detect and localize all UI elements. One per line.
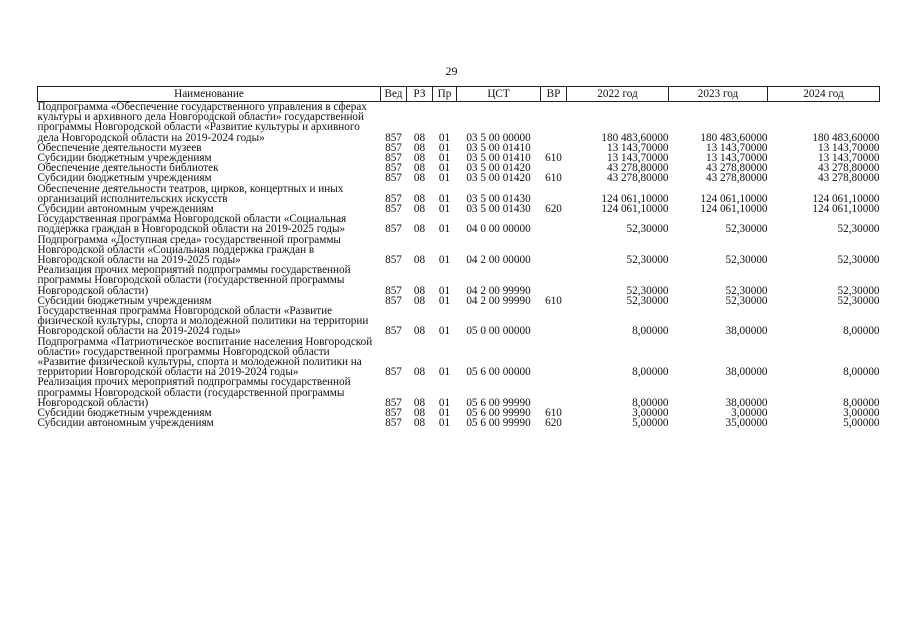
row-ved: 857 xyxy=(385,325,402,338)
table-row xyxy=(38,337,880,378)
row-2024: 13 143,70000 xyxy=(817,141,880,154)
row-name: Подпрограмма «Доступная среда» государственной программы Новгородской области «Социальная поддержка граждан в Новгородской области на 2019-2025 годы» xyxy=(37,233,341,267)
row-rz: 08 xyxy=(413,284,426,297)
row-2024: 124 061,10000 xyxy=(812,192,880,205)
row-ved: 857 xyxy=(385,284,402,297)
row-name: Подпрограмма «Патриотическое воспитание населения Новгородской области» государственной программы Новгородской области «Развитие физической культуры, спорта и молодежной политики на территории Новгородской области на 2019-2024 годы» xyxy=(37,335,373,379)
row-rz: 08 xyxy=(413,407,426,420)
row-ved: 857 xyxy=(385,254,402,267)
row-pr: 01 xyxy=(438,223,451,236)
row-2022: 13 143,70000 xyxy=(606,152,669,165)
row-pr: 01 xyxy=(438,417,451,430)
row-2023: 124 061,10000 xyxy=(700,203,768,216)
row-2023: 124 061,10000 xyxy=(700,192,768,205)
row-pr: 01 xyxy=(438,294,451,307)
row-name: Реализация прочих мероприятий подпрограммы государственной программы Новгородской области (государственной программы Новгородской области) xyxy=(37,264,351,297)
header-rz: РЗ xyxy=(407,87,433,102)
row-cst: 04 2 00 99990 xyxy=(466,294,531,307)
row-name: Обеспечение деятельности музеев xyxy=(37,141,202,154)
row-2022: 8,00000 xyxy=(632,325,669,338)
header-2023: 2023 год xyxy=(669,87,768,102)
row-name: Субсидии бюджетным учреждениям xyxy=(37,294,212,307)
header-cst: ЦСТ xyxy=(457,87,541,102)
page-number: 29 xyxy=(445,64,458,78)
row-2024: 180 483,60000 xyxy=(812,131,880,144)
row-cst: 04 0 00 00000 xyxy=(466,223,531,236)
row-vr: 620 xyxy=(545,203,562,216)
row-vr xyxy=(541,377,567,408)
row-2022: 52,30000 xyxy=(626,223,669,236)
table-row xyxy=(38,102,880,143)
row-pr: 01 xyxy=(438,172,451,185)
row-ved: 857 xyxy=(385,162,402,175)
table-body xyxy=(38,102,880,429)
row-rz: 08 xyxy=(413,223,426,236)
row-vr: 620 xyxy=(545,417,562,430)
row-cst: 03 5 00 00000 xyxy=(466,131,531,144)
row-ved: 857 xyxy=(385,152,402,165)
row-pr: 01 xyxy=(438,141,451,154)
row-2023: 180 483,60000 xyxy=(700,131,768,144)
table-row xyxy=(38,265,880,296)
row-name: Субсидии бюджетным учреждениям xyxy=(37,407,212,420)
row-2023: 38,00000 xyxy=(725,366,768,379)
row-vr xyxy=(541,235,567,266)
header-2024: 2024 год xyxy=(768,87,880,102)
row-rz: 08 xyxy=(413,325,426,338)
row-2024: 8,00000 xyxy=(843,325,880,338)
row-name: Подпрограмма «Обеспечение государственного управления в сферах культуры и архивного дела Новгородской области» государственной программы Новгородской области «Развитие культуры и архивного дела Новгородской области на 2019-2024 годы» xyxy=(37,101,367,144)
row-ved: 857 xyxy=(385,366,402,379)
row-2022: 43 278,80000 xyxy=(606,172,669,185)
row-2022: 8,00000 xyxy=(632,396,669,409)
row-2023: 35,00000 xyxy=(725,417,768,430)
header-2022: 2022 год xyxy=(567,87,669,102)
row-2024: 43 278,80000 xyxy=(817,162,880,175)
row-2024: 52,30000 xyxy=(837,294,880,307)
row-rz: 08 xyxy=(413,366,426,379)
row-2023: 3,00000 xyxy=(731,407,768,420)
row-ved: 857 xyxy=(385,417,402,430)
row-cst: 03 5 00 01420 xyxy=(466,162,531,175)
row-vr xyxy=(541,265,567,296)
row-cst: 05 6 00 99990 xyxy=(466,417,531,430)
row-rz: 08 xyxy=(413,396,426,409)
table-row xyxy=(38,306,880,337)
row-rz: 08 xyxy=(413,192,426,205)
row-cst: 05 6 00 99990 xyxy=(466,396,531,409)
row-ved: 857 xyxy=(385,203,402,216)
row-rz: 08 xyxy=(413,162,426,175)
row-2023: 52,30000 xyxy=(725,223,768,236)
row-2022: 180 483,60000 xyxy=(601,131,669,144)
row-rz: 08 xyxy=(413,152,426,165)
row-vr: 610 xyxy=(545,407,562,420)
row-pr: 01 xyxy=(438,325,451,338)
row-pr: 01 xyxy=(438,131,451,144)
row-name: Субсидии бюджетным учреждениям xyxy=(37,152,212,165)
row-vr: 610 xyxy=(545,294,562,307)
row-2023: 38,00000 xyxy=(725,396,768,409)
row-pr: 01 xyxy=(438,254,451,267)
table-header-row xyxy=(38,87,880,102)
table-row xyxy=(38,418,880,428)
row-vr xyxy=(541,337,567,378)
row-cst: 05 6 00 99990 xyxy=(466,407,531,420)
table-row xyxy=(38,377,880,408)
row-2024: 52,30000 xyxy=(837,223,880,236)
row-2022: 13 143,70000 xyxy=(606,141,669,154)
row-rz: 08 xyxy=(413,131,426,144)
row-2023: 52,30000 xyxy=(725,284,768,297)
row-2024: 13 143,70000 xyxy=(817,152,880,165)
row-2022: 124 061,10000 xyxy=(601,192,669,205)
row-cst: 05 0 00 00000 xyxy=(466,325,531,338)
header-ved: Вед xyxy=(381,87,407,102)
row-2023: 13 143,70000 xyxy=(705,152,768,165)
row-rz: 08 xyxy=(413,294,426,307)
row-name: Государственная программа Новгородской области «Социальная поддержка граждан в Новгородской области на 2019-2025 годы» xyxy=(37,213,347,236)
row-cst: 03 5 00 01420 xyxy=(466,172,531,185)
row-2024: 8,00000 xyxy=(843,396,880,409)
row-cst: 03 5 00 01410 xyxy=(466,152,531,165)
row-2024: 8,00000 xyxy=(843,366,880,379)
row-vr xyxy=(541,102,567,143)
row-2023: 38,00000 xyxy=(725,325,768,338)
header-name: Наименование xyxy=(38,87,381,102)
row-2024: 43 278,80000 xyxy=(817,172,880,185)
row-name: Государственная программа Новгородской области «Развитие физической культуры, спорта и молодежной политики на территории Новгородской области на 2019-2024 годы» xyxy=(37,305,369,338)
row-rz: 08 xyxy=(413,254,426,267)
row-ved: 857 xyxy=(385,141,402,154)
row-name: Субсидии бюджетным учреждениям xyxy=(37,172,212,185)
row-ved: 857 xyxy=(385,294,402,307)
table-row xyxy=(38,235,880,266)
row-2024: 124 061,10000 xyxy=(812,203,880,216)
row-name: Субсидии автономным учреждениям xyxy=(37,203,214,216)
row-cst: 03 5 00 01410 xyxy=(466,141,531,154)
row-name: Обеспечение деятельности театров, цирков, концертных и иных организаций исполнительских искусств xyxy=(37,182,344,205)
row-2022: 52,30000 xyxy=(626,254,669,267)
row-cst: 04 2 00 99990 xyxy=(466,284,531,297)
row-2024: 52,30000 xyxy=(837,254,880,267)
row-ved: 857 xyxy=(385,172,402,185)
row-cst: 05 6 00 00000 xyxy=(466,366,531,379)
row-pr: 01 xyxy=(438,152,451,165)
header-vr: ВР xyxy=(541,87,567,102)
row-name: Реализация прочих мероприятий подпрограммы государственной программы Новгородской области (государственной программы Новгородской области) xyxy=(37,376,351,409)
budget-table xyxy=(37,86,880,429)
row-name: Субсидии автономным учреждениям xyxy=(37,417,214,430)
row-ved: 857 xyxy=(385,192,402,205)
row-cst: 03 5 00 01430 xyxy=(466,203,531,216)
row-2022: 8,00000 xyxy=(632,366,669,379)
row-ved: 857 xyxy=(385,223,402,236)
table-row xyxy=(38,214,880,234)
row-2023: 43 278,80000 xyxy=(705,162,768,175)
row-rz: 08 xyxy=(413,172,426,185)
table-row xyxy=(38,184,880,204)
row-ved: 857 xyxy=(385,131,402,144)
row-vr: 610 xyxy=(545,172,562,185)
row-2022: 43 278,80000 xyxy=(606,162,669,175)
row-ved: 857 xyxy=(385,396,402,409)
row-2023: 52,30000 xyxy=(725,254,768,267)
row-2023: 52,30000 xyxy=(725,294,768,307)
row-2022: 5,00000 xyxy=(632,417,669,430)
row-2022: 124 061,10000 xyxy=(601,203,669,216)
row-vr xyxy=(541,214,567,234)
row-2022: 3,00000 xyxy=(632,407,669,420)
row-pr: 01 xyxy=(438,396,451,409)
row-pr: 01 xyxy=(438,407,451,420)
row-2024: 52,30000 xyxy=(837,284,880,297)
row-cst: 03 5 00 01430 xyxy=(466,192,531,205)
row-rz: 08 xyxy=(413,141,426,154)
row-pr: 01 xyxy=(438,203,451,216)
row-pr: 01 xyxy=(438,162,451,175)
header-pr: Пр xyxy=(433,87,457,102)
row-name: Обеспечение деятельности библиотек xyxy=(37,162,219,175)
row-2023: 13 143,70000 xyxy=(705,141,768,154)
row-rz: 08 xyxy=(413,417,426,430)
row-2024: 5,00000 xyxy=(843,417,880,430)
row-pr: 01 xyxy=(438,192,451,205)
row-rz: 08 xyxy=(413,203,426,216)
row-pr: 01 xyxy=(438,366,451,379)
row-2023: 43 278,80000 xyxy=(705,172,768,185)
row-vr xyxy=(541,306,567,337)
row-2024: 3,00000 xyxy=(843,407,880,420)
row-cst: 04 2 00 00000 xyxy=(466,254,531,267)
row-ved: 857 xyxy=(385,407,402,420)
row-2022: 52,30000 xyxy=(626,294,669,307)
row-2022: 52,30000 xyxy=(626,284,669,297)
row-vr: 610 xyxy=(545,152,562,165)
row-vr xyxy=(541,184,567,204)
row-pr: 01 xyxy=(438,284,451,297)
